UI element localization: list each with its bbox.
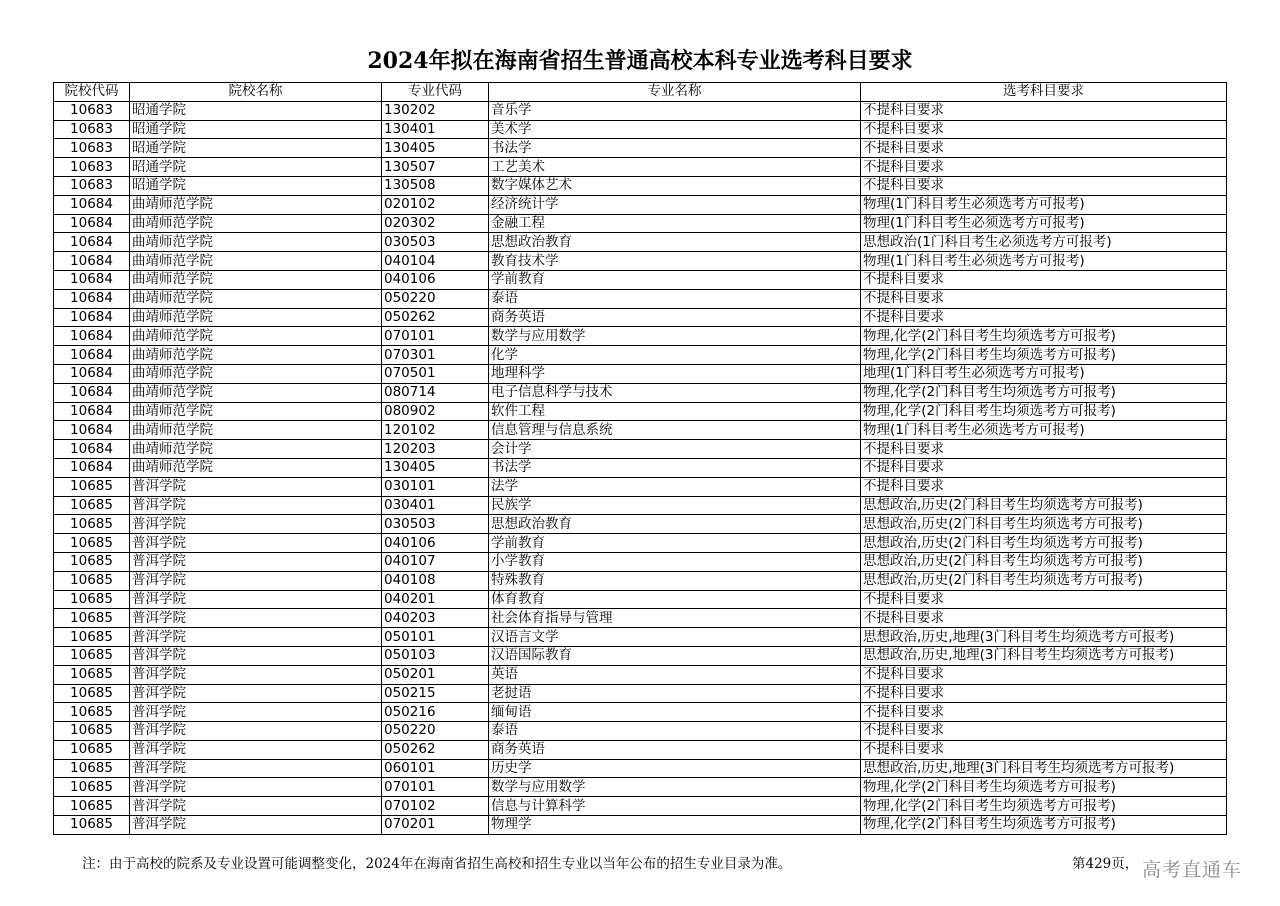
requirement-cell: 不提科目要求 bbox=[861, 139, 1227, 158]
requirement-cell: 思想政治,历史,地理(3门科目考生均须选考方可报考) bbox=[861, 759, 1227, 778]
table-row bbox=[54, 440, 1227, 459]
major-code-cell: 130508 bbox=[382, 176, 489, 195]
school-name-cell: 曲靖师范学院 bbox=[130, 233, 382, 252]
major-name-cell: 美术学 bbox=[489, 120, 861, 139]
school-code-cell: 10685 bbox=[54, 477, 130, 496]
school-name-cell: 普洱学院 bbox=[130, 665, 382, 684]
major-name-cell: 化学 bbox=[489, 346, 861, 365]
major-name-cell: 思想政治教育 bbox=[489, 233, 861, 252]
school-name-cell: 普洱学院 bbox=[130, 552, 382, 571]
major-name-cell: 思想政治教育 bbox=[489, 515, 861, 534]
major-code-cell: 040106 bbox=[382, 270, 489, 289]
requirement-cell: 物理,化学(2门科目考生均须选考方可报考) bbox=[861, 402, 1227, 421]
major-code-cell: 030401 bbox=[382, 496, 489, 515]
school-name-cell: 普洱学院 bbox=[130, 797, 382, 816]
school-code-cell: 10683 bbox=[54, 176, 130, 195]
requirement-cell: 物理(1门科目考生必须选考方可报考) bbox=[861, 252, 1227, 271]
requirement-cell: 物理,化学(2门科目考生均须选考方可报考) bbox=[861, 797, 1227, 816]
table-row bbox=[54, 778, 1227, 797]
school-name-cell: 普洱学院 bbox=[130, 759, 382, 778]
school-code-cell: 10685 bbox=[54, 515, 130, 534]
requirement-cell: 物理,化学(2门科目考生均须选考方可报考) bbox=[861, 383, 1227, 402]
school-name-cell: 普洱学院 bbox=[130, 703, 382, 722]
school-code-cell: 10684 bbox=[54, 308, 130, 327]
table-row bbox=[54, 176, 1227, 195]
school-code-cell: 10685 bbox=[54, 665, 130, 684]
major-name-cell: 社会体育指导与管理 bbox=[489, 609, 861, 628]
school-code-cell: 10684 bbox=[54, 195, 130, 214]
requirement-cell: 地理(1门科目考生必须选考方可报考) bbox=[861, 364, 1227, 383]
table-row bbox=[54, 383, 1227, 402]
requirements-table bbox=[53, 82, 1227, 835]
requirement-cell: 物理,化学(2门科目考生均须选考方可报考) bbox=[861, 816, 1227, 835]
table-row bbox=[54, 120, 1227, 139]
school-name-cell: 普洱学院 bbox=[130, 571, 382, 590]
table-row bbox=[54, 402, 1227, 421]
major-code-cell: 030101 bbox=[382, 477, 489, 496]
school-name-cell: 曲靖师范学院 bbox=[130, 346, 382, 365]
major-name-cell: 汉语国际教育 bbox=[489, 646, 861, 665]
major-name-cell: 物理学 bbox=[489, 816, 861, 835]
major-name-cell: 工艺美术 bbox=[489, 158, 861, 177]
requirement-cell: 思想政治,历史(2门科目考生均须选考方可报考) bbox=[861, 496, 1227, 515]
major-name-cell: 商务英语 bbox=[489, 308, 861, 327]
header-subject-requirement: 选考科目要求 bbox=[861, 83, 1227, 102]
major-name-cell: 数学与应用数学 bbox=[489, 778, 861, 797]
school-code-cell: 10685 bbox=[54, 816, 130, 835]
table-row bbox=[54, 308, 1227, 327]
major-name-cell: 数字媒体艺术 bbox=[489, 176, 861, 195]
table-row bbox=[54, 421, 1227, 440]
school-name-cell: 普洱学院 bbox=[130, 534, 382, 553]
requirement-cell: 不提科目要求 bbox=[861, 722, 1227, 741]
header-major-code: 专业代码 bbox=[382, 83, 489, 102]
table-row bbox=[54, 233, 1227, 252]
major-name-cell: 法学 bbox=[489, 477, 861, 496]
school-name-cell: 普洱学院 bbox=[130, 684, 382, 703]
table-row bbox=[54, 609, 1227, 628]
requirement-cell: 不提科目要求 bbox=[861, 684, 1227, 703]
major-name-cell: 小学教育 bbox=[489, 552, 861, 571]
major-name-cell: 书法学 bbox=[489, 139, 861, 158]
major-name-cell: 缅甸语 bbox=[489, 703, 861, 722]
major-code-cell: 050262 bbox=[382, 740, 489, 759]
requirement-cell: 思想政治,历史(2门科目考生均须选考方可报考) bbox=[861, 552, 1227, 571]
major-code-cell: 040201 bbox=[382, 590, 489, 609]
table-row bbox=[54, 646, 1227, 665]
requirement-cell: 不提科目要求 bbox=[861, 101, 1227, 120]
requirement-cell: 思想政治,历史(2门科目考生均须选考方可报考) bbox=[861, 534, 1227, 553]
requirement-cell: 思想政治,历史(2门科目考生均须选考方可报考) bbox=[861, 515, 1227, 534]
table-row bbox=[54, 740, 1227, 759]
school-name-cell: 曲靖师范学院 bbox=[130, 214, 382, 233]
major-name-cell: 汉语言文学 bbox=[489, 628, 861, 647]
requirement-cell: 物理,化学(2门科目考生均须选考方可报考) bbox=[861, 346, 1227, 365]
major-code-cell: 040108 bbox=[382, 571, 489, 590]
major-name-cell: 金融工程 bbox=[489, 214, 861, 233]
table-row bbox=[54, 665, 1227, 684]
table-header-row bbox=[54, 83, 1227, 102]
table-row bbox=[54, 252, 1227, 271]
school-name-cell: 普洱学院 bbox=[130, 590, 382, 609]
major-name-cell: 数学与应用数学 bbox=[489, 327, 861, 346]
school-name-cell: 曲靖师范学院 bbox=[130, 440, 382, 459]
school-code-cell: 10684 bbox=[54, 289, 130, 308]
requirement-cell: 思想政治(1门科目考生必须选考方可报考) bbox=[861, 233, 1227, 252]
major-name-cell: 学前教育 bbox=[489, 270, 861, 289]
header-major-name: 专业名称 bbox=[489, 83, 861, 102]
major-code-cell: 040107 bbox=[382, 552, 489, 571]
table-row bbox=[54, 797, 1227, 816]
requirement-cell: 不提科目要求 bbox=[861, 458, 1227, 477]
school-code-cell: 10685 bbox=[54, 778, 130, 797]
header-school-name: 院校名称 bbox=[130, 83, 382, 102]
major-name-cell: 泰语 bbox=[489, 289, 861, 308]
table-row bbox=[54, 722, 1227, 741]
footnote: 注：由于高校的院系及专业设置可能调整变化，2024年在海南省招生高校和招生专业以当年公布的招生专业目录为准。 bbox=[82, 856, 792, 872]
school-code-cell: 10685 bbox=[54, 628, 130, 647]
school-code-cell: 10684 bbox=[54, 214, 130, 233]
school-code-cell: 10684 bbox=[54, 402, 130, 421]
school-name-cell: 曲靖师范学院 bbox=[130, 327, 382, 346]
requirement-cell: 不提科目要求 bbox=[861, 590, 1227, 609]
school-code-cell: 10685 bbox=[54, 534, 130, 553]
school-code-cell: 10685 bbox=[54, 609, 130, 628]
major-code-cell: 030503 bbox=[382, 515, 489, 534]
table-row bbox=[54, 534, 1227, 553]
requirement-cell: 思想政治,历史,地理(3门科目考生均须选考方可报考) bbox=[861, 646, 1227, 665]
requirement-cell: 不提科目要求 bbox=[861, 477, 1227, 496]
school-name-cell: 曲靖师范学院 bbox=[130, 364, 382, 383]
document-title: 2024年拟在海南省招生普通高校本科专业选考科目要求 bbox=[367, 48, 913, 74]
school-name-cell: 昭通学院 bbox=[130, 101, 382, 120]
requirement-cell: 不提科目要求 bbox=[861, 665, 1227, 684]
major-name-cell: 商务英语 bbox=[489, 740, 861, 759]
school-code-cell: 10684 bbox=[54, 346, 130, 365]
school-code-cell: 10684 bbox=[54, 270, 130, 289]
major-code-cell: 130507 bbox=[382, 158, 489, 177]
requirement-cell: 不提科目要求 bbox=[861, 440, 1227, 459]
school-code-cell: 10685 bbox=[54, 759, 130, 778]
school-name-cell: 曲靖师范学院 bbox=[130, 252, 382, 271]
table-row bbox=[54, 270, 1227, 289]
table-row bbox=[54, 571, 1227, 590]
requirement-cell: 不提科目要求 bbox=[861, 176, 1227, 195]
major-code-cell: 130202 bbox=[382, 101, 489, 120]
major-name-cell: 学前教育 bbox=[489, 534, 861, 553]
school-code-cell: 10684 bbox=[54, 364, 130, 383]
school-name-cell: 曲靖师范学院 bbox=[130, 421, 382, 440]
school-code-cell: 10683 bbox=[54, 120, 130, 139]
requirement-cell: 不提科目要求 bbox=[861, 703, 1227, 722]
major-code-cell: 060101 bbox=[382, 759, 489, 778]
requirement-cell: 不提科目要求 bbox=[861, 609, 1227, 628]
major-code-cell: 080714 bbox=[382, 383, 489, 402]
major-code-cell: 050215 bbox=[382, 684, 489, 703]
requirement-cell: 不提科目要求 bbox=[861, 120, 1227, 139]
table-row bbox=[54, 515, 1227, 534]
major-code-cell: 050220 bbox=[382, 722, 489, 741]
major-code-cell: 120203 bbox=[382, 440, 489, 459]
watermark-logo: 高考直通车 bbox=[1142, 859, 1243, 881]
school-code-cell: 10685 bbox=[54, 740, 130, 759]
major-code-cell: 020302 bbox=[382, 214, 489, 233]
major-name-cell: 书法学 bbox=[489, 458, 861, 477]
major-code-cell: 020102 bbox=[382, 195, 489, 214]
table-row bbox=[54, 703, 1227, 722]
requirement-cell: 物理(1门科目考生必须选考方可报考) bbox=[861, 195, 1227, 214]
major-code-cell: 070301 bbox=[382, 346, 489, 365]
school-name-cell: 普洱学院 bbox=[130, 477, 382, 496]
table-body bbox=[54, 101, 1227, 834]
requirement-cell: 不提科目要求 bbox=[861, 308, 1227, 327]
table-row bbox=[54, 816, 1227, 835]
major-code-cell: 130405 bbox=[382, 458, 489, 477]
major-code-cell: 040106 bbox=[382, 534, 489, 553]
school-name-cell: 曲靖师范学院 bbox=[130, 383, 382, 402]
major-code-cell: 070101 bbox=[382, 778, 489, 797]
major-code-cell: 070101 bbox=[382, 327, 489, 346]
major-code-cell: 080902 bbox=[382, 402, 489, 421]
major-name-cell: 英语 bbox=[489, 665, 861, 684]
school-name-cell: 普洱学院 bbox=[130, 496, 382, 515]
table-row bbox=[54, 327, 1227, 346]
requirement-cell: 不提科目要求 bbox=[861, 740, 1227, 759]
major-name-cell: 教育技术学 bbox=[489, 252, 861, 271]
major-name-cell: 信息与计算科学 bbox=[489, 797, 861, 816]
school-code-cell: 10684 bbox=[54, 233, 130, 252]
major-code-cell: 130401 bbox=[382, 120, 489, 139]
school-name-cell: 昭通学院 bbox=[130, 158, 382, 177]
school-code-cell: 10685 bbox=[54, 646, 130, 665]
school-name-cell: 普洱学院 bbox=[130, 609, 382, 628]
major-code-cell: 120102 bbox=[382, 421, 489, 440]
major-code-cell: 050216 bbox=[382, 703, 489, 722]
school-code-cell: 10683 bbox=[54, 139, 130, 158]
table-row bbox=[54, 139, 1227, 158]
major-name-cell: 软件工程 bbox=[489, 402, 861, 421]
table-row bbox=[54, 628, 1227, 647]
school-name-cell: 昭通学院 bbox=[130, 139, 382, 158]
requirement-cell: 不提科目要求 bbox=[861, 270, 1227, 289]
school-code-cell: 10685 bbox=[54, 684, 130, 703]
major-code-cell: 050103 bbox=[382, 646, 489, 665]
school-name-cell: 普洱学院 bbox=[130, 778, 382, 797]
table-row bbox=[54, 458, 1227, 477]
major-code-cell: 050220 bbox=[382, 289, 489, 308]
school-code-cell: 10684 bbox=[54, 327, 130, 346]
school-name-cell: 普洱学院 bbox=[130, 816, 382, 835]
major-name-cell: 特殊教育 bbox=[489, 571, 861, 590]
table-row bbox=[54, 759, 1227, 778]
school-code-cell: 10683 bbox=[54, 101, 130, 120]
school-code-cell: 10684 bbox=[54, 252, 130, 271]
table-row bbox=[54, 496, 1227, 515]
major-name-cell: 历史学 bbox=[489, 759, 861, 778]
major-code-cell: 040203 bbox=[382, 609, 489, 628]
school-code-cell: 10685 bbox=[54, 552, 130, 571]
header-school-code: 院校代码 bbox=[54, 83, 130, 102]
major-name-cell: 经济统计学 bbox=[489, 195, 861, 214]
requirement-cell: 物理(1门科目考生必须选考方可报考) bbox=[861, 214, 1227, 233]
school-name-cell: 普洱学院 bbox=[130, 628, 382, 647]
requirement-cell: 物理,化学(2门科目考生均须选考方可报考) bbox=[861, 327, 1227, 346]
school-code-cell: 10685 bbox=[54, 722, 130, 741]
major-name-cell: 地理科学 bbox=[489, 364, 861, 383]
major-name-cell: 音乐学 bbox=[489, 101, 861, 120]
school-name-cell: 曲靖师范学院 bbox=[130, 458, 382, 477]
school-name-cell: 普洱学院 bbox=[130, 515, 382, 534]
major-name-cell: 老挝语 bbox=[489, 684, 861, 703]
major-code-cell: 050101 bbox=[382, 628, 489, 647]
school-code-cell: 10685 bbox=[54, 797, 130, 816]
major-code-cell: 070501 bbox=[382, 364, 489, 383]
school-code-cell: 10684 bbox=[54, 383, 130, 402]
school-name-cell: 曲靖师范学院 bbox=[130, 195, 382, 214]
school-name-cell: 曲靖师范学院 bbox=[130, 270, 382, 289]
major-name-cell: 电子信息科学与技术 bbox=[489, 383, 861, 402]
table-row bbox=[54, 346, 1227, 365]
major-name-cell: 会计学 bbox=[489, 440, 861, 459]
table-row bbox=[54, 289, 1227, 308]
major-name-cell: 体育教育 bbox=[489, 590, 861, 609]
school-code-cell: 10685 bbox=[54, 571, 130, 590]
major-code-cell: 130405 bbox=[382, 139, 489, 158]
table-row bbox=[54, 684, 1227, 703]
major-code-cell: 070201 bbox=[382, 816, 489, 835]
school-code-cell: 10685 bbox=[54, 703, 130, 722]
requirement-cell: 物理(1门科目考生必须选考方可报考) bbox=[861, 421, 1227, 440]
table-row bbox=[54, 477, 1227, 496]
table-row bbox=[54, 101, 1227, 120]
major-code-cell: 030503 bbox=[382, 233, 489, 252]
school-name-cell: 普洱学院 bbox=[130, 646, 382, 665]
school-name-cell: 普洱学院 bbox=[130, 740, 382, 759]
requirement-cell: 物理,化学(2门科目考生均须选考方可报考) bbox=[861, 778, 1227, 797]
school-code-cell: 10685 bbox=[54, 590, 130, 609]
school-name-cell: 昭通学院 bbox=[130, 120, 382, 139]
table-row bbox=[54, 214, 1227, 233]
major-name-cell: 信息管理与信息系统 bbox=[489, 421, 861, 440]
major-code-cell: 050262 bbox=[382, 308, 489, 327]
major-code-cell: 050201 bbox=[382, 665, 489, 684]
school-name-cell: 普洱学院 bbox=[130, 722, 382, 741]
major-code-cell: 040104 bbox=[382, 252, 489, 271]
school-name-cell: 曲靖师范学院 bbox=[130, 289, 382, 308]
requirement-cell: 不提科目要求 bbox=[861, 289, 1227, 308]
major-code-cell: 070102 bbox=[382, 797, 489, 816]
school-name-cell: 曲靖师范学院 bbox=[130, 308, 382, 327]
table-row bbox=[54, 364, 1227, 383]
school-code-cell: 10684 bbox=[54, 440, 130, 459]
school-code-cell: 10684 bbox=[54, 458, 130, 477]
school-code-cell: 10683 bbox=[54, 158, 130, 177]
table-row bbox=[54, 590, 1227, 609]
school-code-cell: 10685 bbox=[54, 496, 130, 515]
requirement-cell: 思想政治,历史(2门科目考生均须选考方可报考) bbox=[861, 571, 1227, 590]
school-name-cell: 昭通学院 bbox=[130, 176, 382, 195]
requirement-cell: 不提科目要求 bbox=[861, 158, 1227, 177]
table-row bbox=[54, 195, 1227, 214]
table-row bbox=[54, 158, 1227, 177]
page-number: 第429页， bbox=[1072, 856, 1139, 872]
major-name-cell: 泰语 bbox=[489, 722, 861, 741]
school-code-cell: 10684 bbox=[54, 421, 130, 440]
school-name-cell: 曲靖师范学院 bbox=[130, 402, 382, 421]
major-name-cell: 民族学 bbox=[489, 496, 861, 515]
requirement-cell: 思想政治,历史,地理(3门科目考生均须选考方可报考) bbox=[861, 628, 1227, 647]
table-row bbox=[54, 552, 1227, 571]
